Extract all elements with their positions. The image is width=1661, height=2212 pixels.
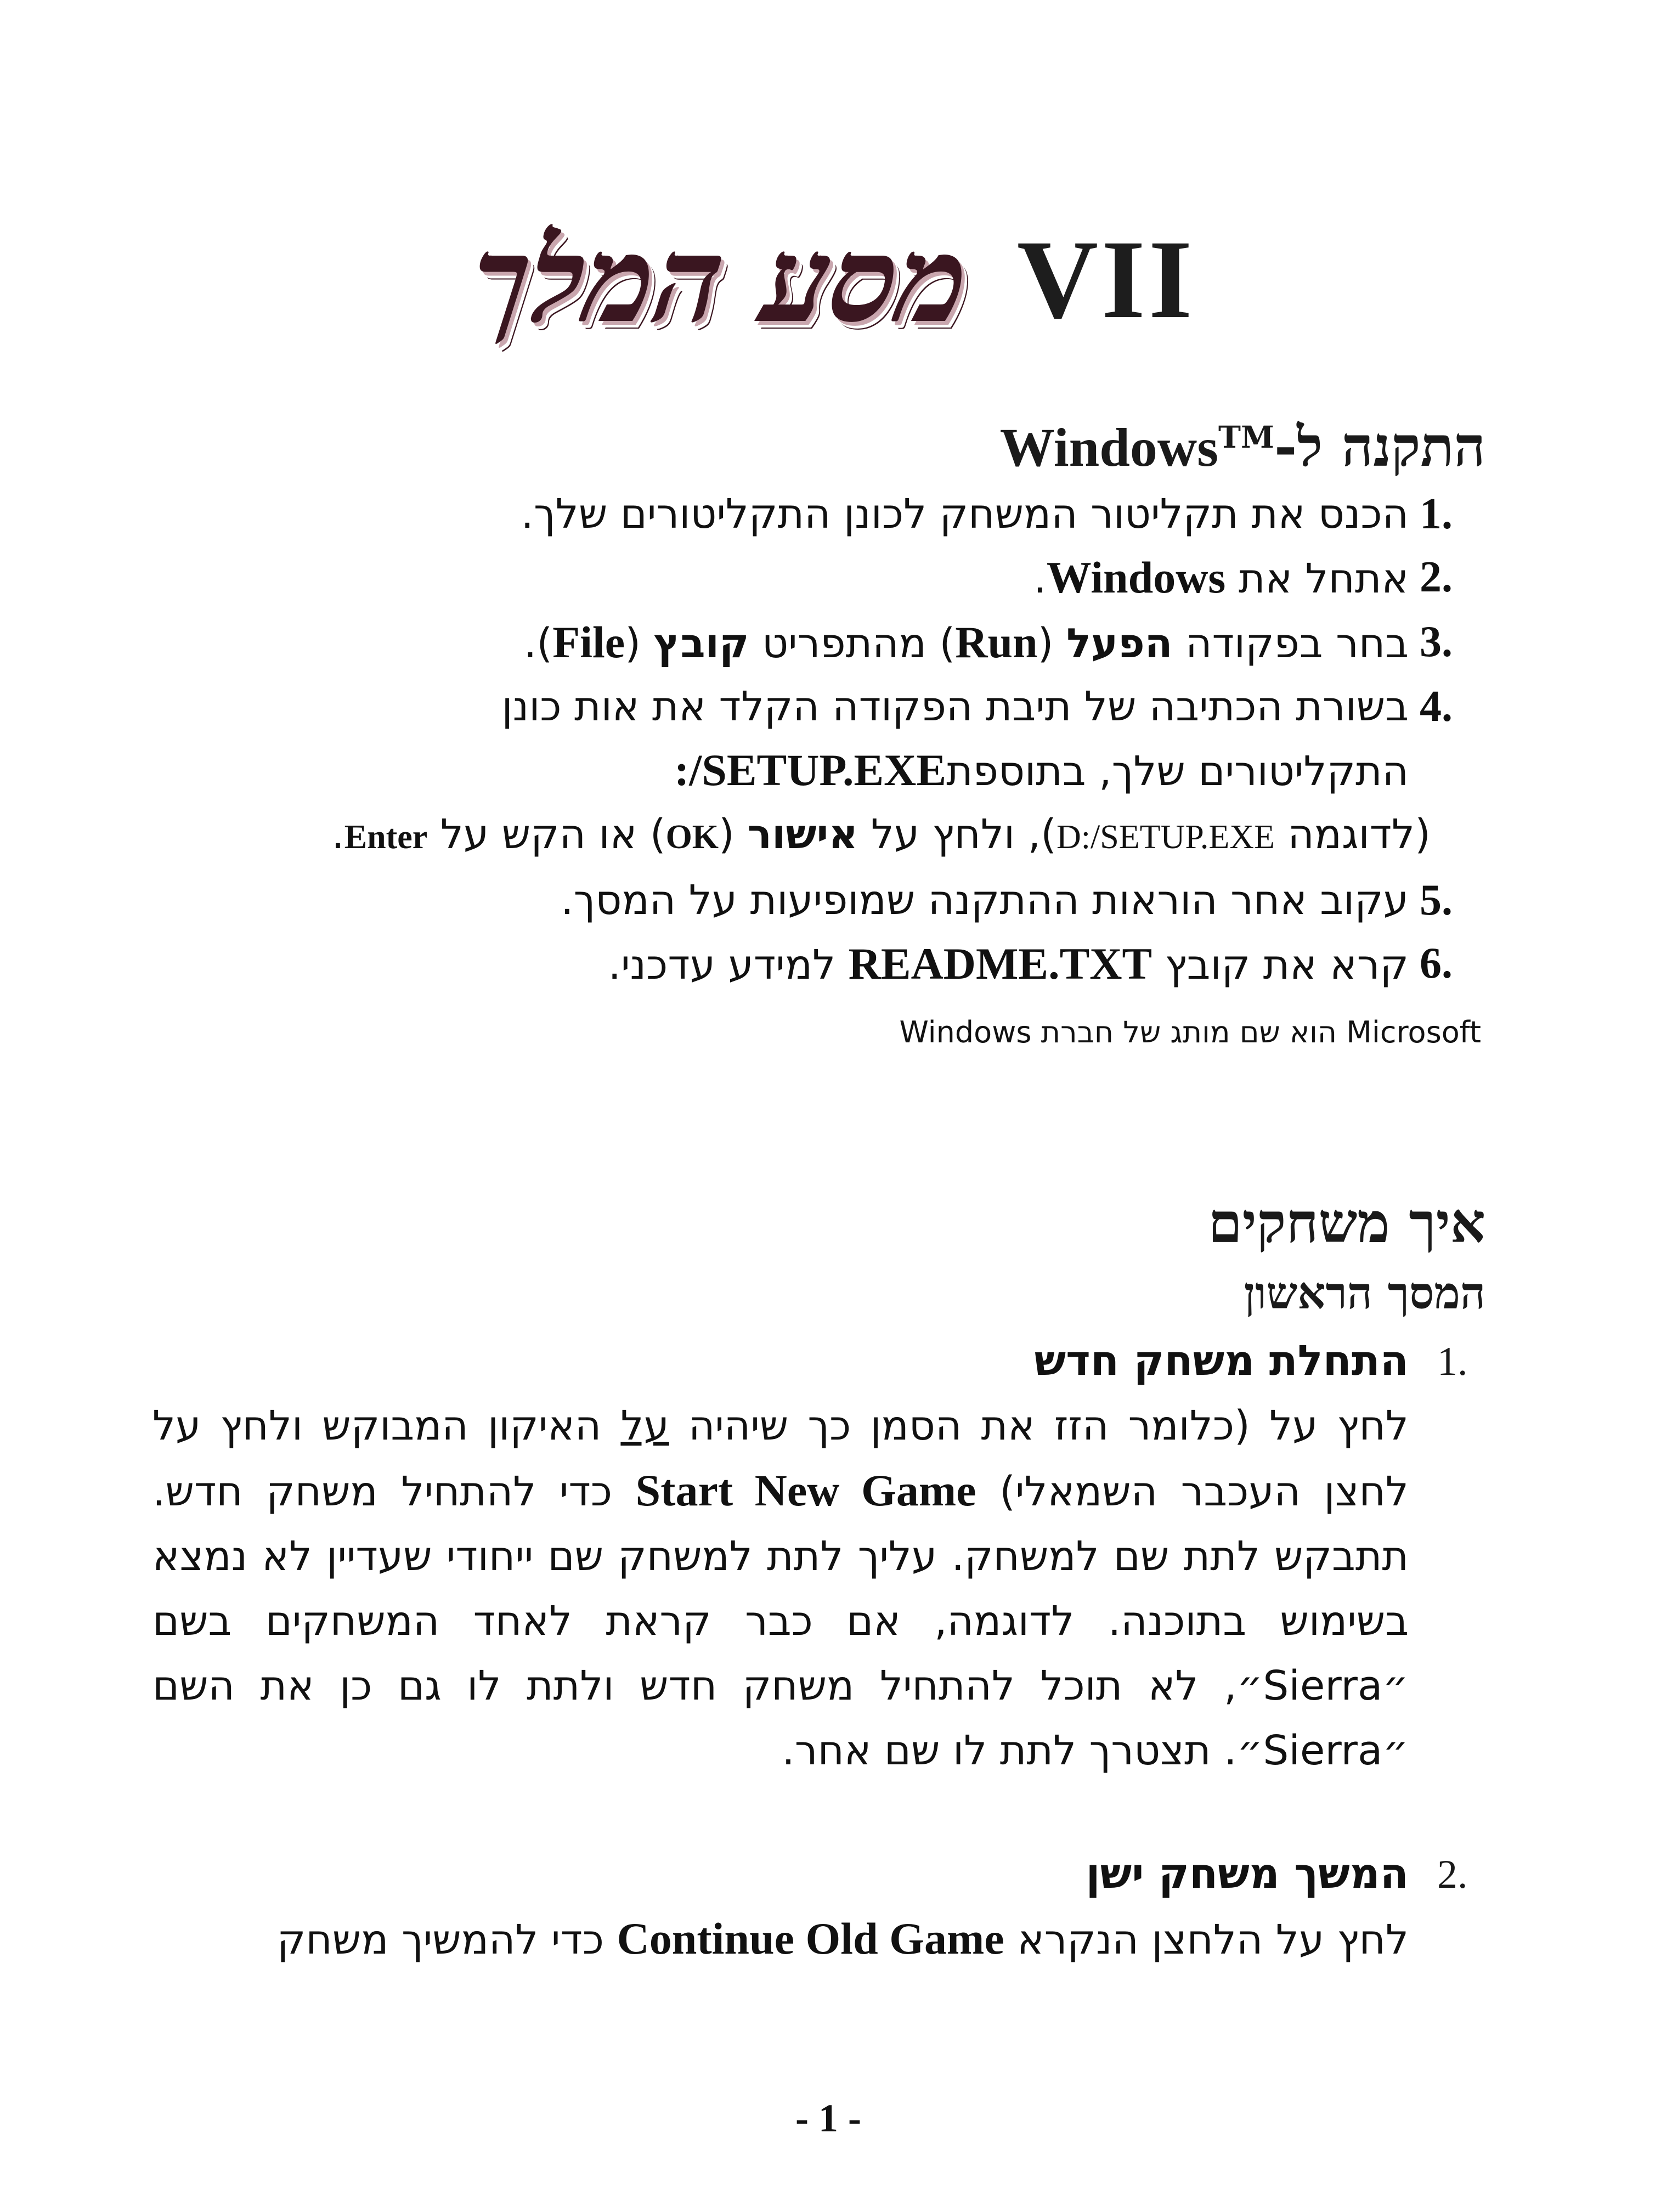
new-game-paragraph: לחץ על (כלומר הזז את הסמן כך שיהיה על האיקון המבוקש ולחץ על לחצן העכבר השמאלי) Start New Game כדי להתחיל משחק חדש. תתבקש לתת שם למשחק. עליך לתת למשחק שם ייחודי שעדיין לא נמצא בשימוש בתוכנה. לדוגמה, אם כבר קראת לאחד המשחקים בשם ״Sierra״, לא תוכל להתחיל משחק חדש ולתת לו גם כן את השם ״Sierra״. תצטרך לתת לו שם אחר. bbox=[152, 1402, 1409, 1774]
chapter-title bbox=[417, 208, 1251, 351]
page-number: - 1 - bbox=[795, 2096, 861, 2140]
title-numeral: VII bbox=[1016, 217, 1196, 342]
first-screen-heading: המסך הראשון bbox=[1244, 1267, 1485, 1319]
continue-game-number: 2. bbox=[1437, 1852, 1468, 1897]
title-hebrew: מסע המלך bbox=[462, 210, 978, 349]
install-step-2: 2. אתחל את Windows. bbox=[1033, 552, 1453, 602]
install-step-5: 5. עקוב אחר הוראות ההתקנה שמופיעות על המסך. bbox=[561, 876, 1453, 924]
trademark-note: Windows הוא שם מותג של חברת Microsoft bbox=[899, 1015, 1481, 1049]
install-step-6: 6. קרא את קובץ README.TXT למידע עדכני. bbox=[608, 939, 1453, 989]
install-step-4-example: (לדוגמה D:/SETUP.EXE), ולחץ על אישור (OK) או הקש על Enter. bbox=[331, 811, 1431, 858]
new-game-number: 1. bbox=[1437, 1339, 1468, 1384]
continue-game-paragraph: לחץ על הלחצן הנקרא Continue Old Game כדי להמשיך משחק bbox=[276, 1914, 1409, 1963]
install-steps bbox=[235, 483, 1453, 997]
install-step-1: 1. הכנס את תקליטור המשחק לכונן התקליטורים שלך. bbox=[521, 490, 1453, 538]
new-game-title: התחלת משחק חדש bbox=[1034, 1336, 1409, 1385]
install-step-3: 3. בחר בפקודה הפעל (Run) מהתפריט קובץ (File). bbox=[523, 617, 1453, 667]
howto-heading: איך משחקים bbox=[1208, 1190, 1485, 1255]
install-step-4: 4. בשורת הכתיבה של תיבת הפקודה הקלד את אות כונן התקליטורים שלך, בתוספת:/SETUP.EXE bbox=[501, 682, 1453, 795]
install-heading: התקנה ל-Windows™ bbox=[999, 414, 1485, 479]
continue-game-title: המשך משחק ישן bbox=[1086, 1849, 1409, 1898]
